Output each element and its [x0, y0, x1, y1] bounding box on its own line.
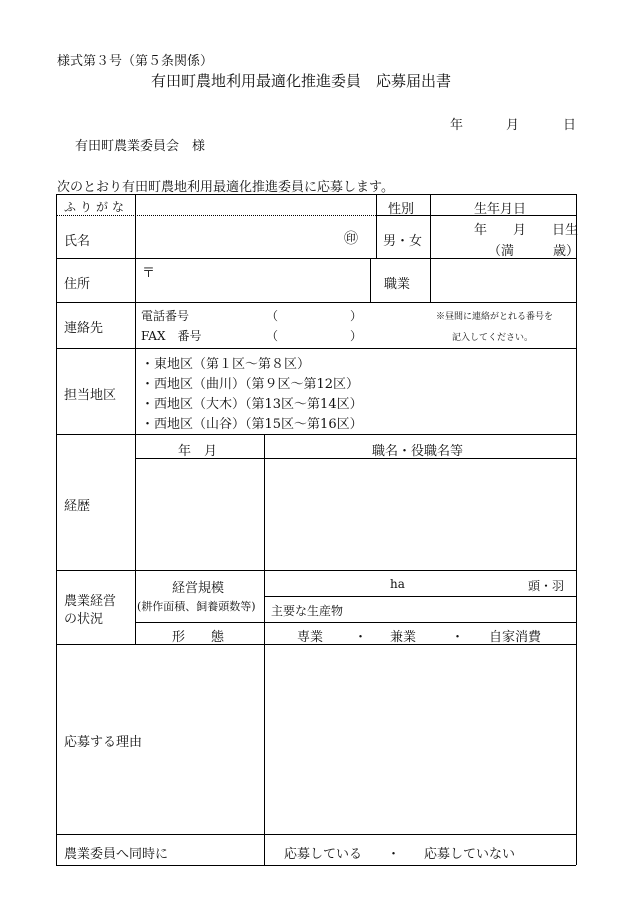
history-label: 経歴	[64, 499, 91, 514]
form-type-separator-2: ・	[451, 630, 465, 645]
farm-label-line2: の状況	[64, 612, 104, 627]
scale-sublabel: (耕作面積、飼養頭数等)	[137, 600, 256, 613]
main-products-field[interactable]	[345, 598, 574, 620]
area-label: 担当地区	[64, 388, 117, 403]
history-date-field[interactable]	[137, 460, 262, 568]
birthdate-label: 生年月日	[474, 202, 527, 217]
form-type-separator-1: ・	[354, 630, 368, 645]
address-label: 住所	[64, 277, 91, 292]
name-field[interactable]	[137, 217, 337, 257]
name-label: 氏名	[64, 234, 91, 249]
contact-label: 連絡先	[64, 321, 104, 336]
contact-note-2: 記入してください。	[452, 333, 534, 343]
furigana-label: ふりがな	[64, 200, 129, 214]
birth-ymd[interactable]: 年 月 日生	[474, 223, 579, 238]
age-field[interactable]: （満 歳）	[488, 244, 580, 259]
form-number: 様式第３号（第５条関係）	[57, 54, 214, 69]
date-day-label: 日	[563, 118, 577, 133]
form-type-parttime[interactable]: 兼業	[390, 630, 417, 645]
date-month-label: 月	[506, 118, 520, 133]
scale-label: 経営規模	[172, 581, 225, 596]
reason-label: 応募する理由	[64, 735, 143, 750]
fax-field[interactable]: （ ）	[266, 329, 363, 343]
concurrent-no[interactable]: 応募していない	[424, 847, 516, 862]
phone-field[interactable]: （ ）	[266, 309, 363, 323]
concurrent-separator: ・	[387, 847, 401, 862]
intro-text: 次のとおり有田町農地利用最適化推進委員に応募します。	[57, 180, 394, 195]
date-year-label: 年	[450, 118, 464, 133]
concurrent-yes[interactable]: 応募している	[284, 847, 363, 862]
occupation-field[interactable]	[432, 260, 574, 300]
address-field[interactable]	[158, 260, 368, 300]
area-option-east[interactable]: ・東地区（第１区～第８区）	[141, 357, 311, 372]
form-type-selfuse[interactable]: 自家消費	[489, 630, 542, 645]
fax-label: FAX 番号	[141, 329, 202, 343]
gender-label: 性別	[388, 202, 415, 217]
area-option-west-ooki[interactable]: ・西地区（大木）（第13区～第14区）	[141, 397, 363, 412]
concurrent-label: 農業委員へ同時に	[64, 847, 169, 862]
form-title: 有田町農地利用最適化推進委員 応募届出書	[151, 72, 452, 90]
postal-mark: 〒	[142, 266, 156, 281]
area-option-west-magarikawa[interactable]: ・西地区（曲川）（第９区～第12区）	[141, 377, 360, 392]
phone-label: 電話番号	[141, 309, 190, 323]
unit-ha: ha	[390, 577, 405, 591]
history-col-position: 職名・役職名等	[372, 444, 464, 459]
unit-heads: 頭・羽	[528, 579, 565, 593]
reason-field[interactable]	[266, 646, 574, 832]
addressee: 有田町農業委員会 様	[75, 139, 206, 154]
scale-field[interactable]	[266, 572, 574, 594]
history-col-date: 年 月	[178, 444, 218, 459]
gender-options[interactable]: 男・女	[383, 234, 423, 249]
history-position-field[interactable]	[266, 460, 574, 568]
contact-note-1: ※昼間に連絡がとれる番号を	[436, 312, 554, 322]
area-option-west-yamadani[interactable]: ・西地区（山谷）（第15区～第16区）	[141, 417, 363, 432]
form-type-label: 形 態	[172, 630, 225, 645]
form-type-fulltime[interactable]: 専業	[297, 630, 324, 645]
occupation-label: 職業	[384, 277, 411, 292]
farm-label-line1: 農業経営	[64, 594, 117, 609]
furigana-field[interactable]	[137, 196, 374, 214]
main-products-label: 主要な生産物	[271, 604, 344, 618]
seal-mark: ㊞	[344, 231, 358, 247]
